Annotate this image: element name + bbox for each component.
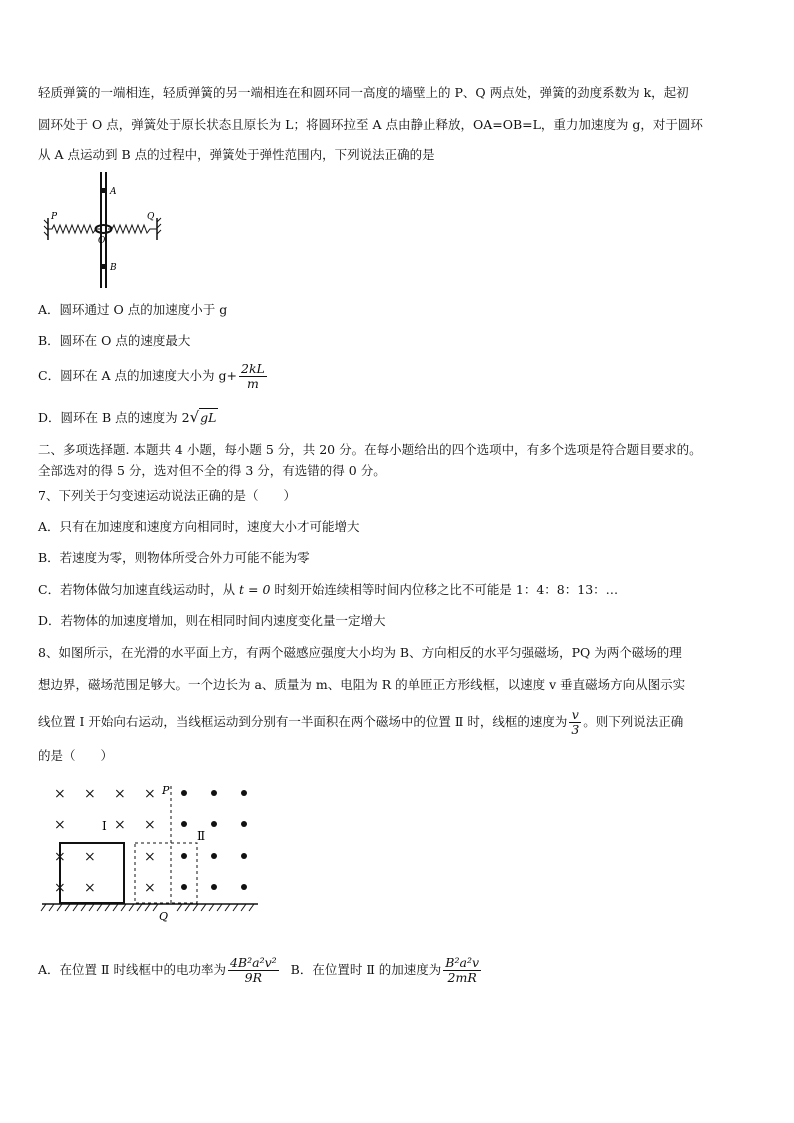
label-a: A [110, 187, 117, 197]
svg-text:×: × [54, 817, 66, 833]
frac-numerator: B²a²v [445, 955, 480, 970]
label-q: Q [159, 910, 169, 923]
q6-option-c [38, 356, 764, 396]
label-q: Q [147, 212, 155, 222]
q8-velocity-fraction [569, 708, 581, 737]
right-spring [108, 225, 157, 233]
q6-option-d [38, 408, 764, 427]
q6-stem-line-1: 轻质弹簧的一端相连，轻质弹簧的另一端相连在和圆环同一高度的墙壁上的 P、Q 两点处，弹簧的劲度系数为 k，起初 [38, 85, 689, 100]
frac-denominator: m [246, 376, 259, 391]
frac-numerator: 4B²a²v² [229, 955, 277, 970]
q8-options-row [38, 950, 764, 990]
q8-stem-line-4: 的是（ ） [38, 748, 114, 763]
frac-denominator: 2mR [447, 970, 477, 985]
q8-option-b-text: B．在位置时 Ⅱ 的加速度为 [290, 962, 442, 977]
q6-option-b: B．圆环在 O 点的速度最大 [38, 333, 191, 348]
q7-option-a: A．只有在加速度和速度方向相同时，速度大小才可能增大 [38, 519, 360, 534]
q7-option-c-time: t = 0 [239, 582, 271, 597]
svg-text:×: × [84, 849, 96, 865]
svg-text:×: × [114, 817, 126, 833]
svg-text:×: × [114, 786, 126, 802]
q8-option-b-fraction [443, 956, 481, 985]
q7-option-c-text-2: 时刻开始连续相等时间内位移之比不可能是 1：4：8：13：… [270, 582, 619, 597]
q8-stem-line-2: 想边界，磁场范围足够大。一个边长为 a、质量为 m、电阻为 R 的单匝正方形线框，以速度 v 垂直磁场方向从图示实 [38, 677, 686, 692]
section2-instructions-1: 二、多项选择题. 本题共 4 小题，每小题 5 分，共 20 分。在每小题给出的四个选项中，有多个选项是符合题目要求的。 [38, 442, 702, 457]
q8-magnetic-field-figure [38, 778, 268, 928]
field-into-page-marks [54, 786, 156, 896]
svg-text:×: × [144, 849, 156, 865]
q8-option-a-text: A．在位置 Ⅱ 时线框中的电功率为 [38, 962, 226, 977]
q6-option-c-text: C．圆环在 A 点的加速度大小为 g+ [38, 368, 237, 383]
svg-text:×: × [54, 880, 66, 896]
q6-stem-line-2: 圆环处于 O 点，弹簧处于原长状态且原长为 L；将圆环拉至 A 点由静止释放，OA=OB=L，重力加速度为 g，对于圆环 [38, 117, 703, 132]
q7-option-c [38, 581, 764, 599]
svg-text:×: × [54, 849, 66, 865]
q8-stem-line-1: 8、如图所示，在光滑的水平面上方，有两个磁感应强度大小均为 B、方向相反的水平匀强磁场，PQ 为两个磁场的理 [38, 645, 682, 660]
svg-text:×: × [144, 786, 156, 802]
q6-stem-line-3: 从 A 点运动到 B 点的过程中，弹簧处于弹性范围内，下列说法正确的是 [38, 147, 435, 162]
q7-stem: 7、下列关于匀变速运动说法正确的是（ ） [38, 488, 296, 503]
label-o: O [98, 236, 106, 246]
section2-instructions-2: 全部选对的得 5 分，选对但不全的得 3 分，有选错的得 0 分。 [38, 463, 386, 478]
q8-option-a-fraction [228, 956, 279, 985]
frac-denominator: 3 [571, 722, 580, 737]
frac-numerator: v [569, 708, 581, 723]
q6-option-d-radicand: gL [200, 410, 217, 425]
q8-stem-line-3 [38, 702, 764, 742]
field-out-of-page-marks [181, 790, 247, 890]
frac-numerator: 2kL [241, 361, 265, 376]
svg-text:×: × [84, 880, 96, 896]
svg-text:×: × [144, 817, 156, 833]
label-position-1: Ⅰ [102, 819, 107, 833]
q7-option-d: D．若物体的加速度增加，则在相同时间内速度变化量一定增大 [38, 613, 386, 628]
frac-denominator: 9R [244, 970, 263, 985]
q6-ring-spring-figure [40, 170, 170, 290]
ground-hatch [41, 904, 254, 911]
label-b: B [110, 263, 117, 273]
label-p: P [162, 784, 170, 797]
q6-option-a: A．圆环通过 O 点的加速度小于 g [38, 302, 228, 317]
q8-stem-line-3-text: 线位置 Ⅰ 开始向右运动，当线框运动到分别有一半面积在两个磁场中的位置 Ⅱ 时，线框的速度为 [38, 714, 568, 729]
svg-text:×: × [144, 880, 156, 896]
q7-option-b: B．若速度为零，则物体所受合外力可能不能为零 [38, 550, 310, 565]
q7-option-c-text-1: C．若物体做匀加速直线运动时，从 [38, 582, 240, 597]
svg-text:×: × [54, 786, 66, 802]
label-position-2: Ⅱ [197, 829, 206, 843]
q8-stem-line-3-end: 。则下列说法正确 [583, 714, 684, 729]
svg-text:×: × [84, 786, 96, 802]
radical-sign: √ [189, 408, 200, 426]
left-spring [48, 225, 100, 233]
label-p: P [51, 212, 58, 222]
q6-option-d-text: D．圆环在 B 点的速度为 2 [38, 410, 190, 425]
q6-option-c-fraction [239, 362, 267, 391]
